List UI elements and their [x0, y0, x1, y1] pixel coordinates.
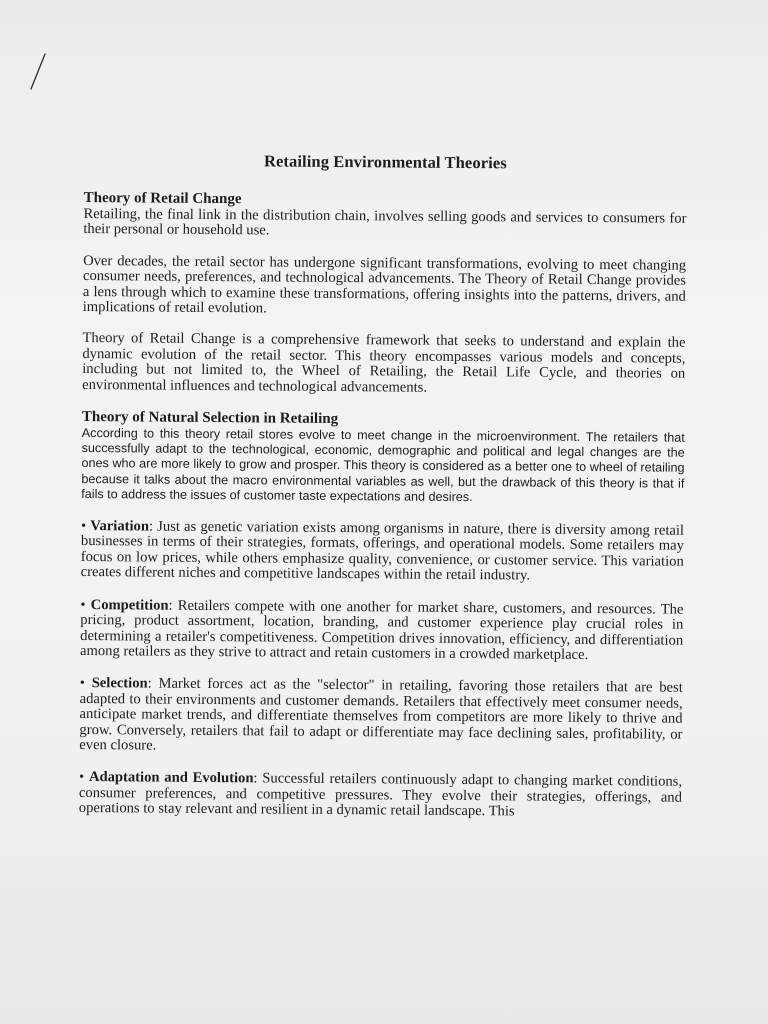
- bullet-term: Variation: [90, 518, 150, 535]
- bullet-variation: • Variation: Just as genetic variation exists among organisms in nature, there is diversity among retail businesses in terms of their strategies, formats, offerings, and operational models. Some retailers may focus on low prices, while others emphasize quality, convenience, or customer service. This variation creates different niches and competitive landscapes within the retail industry.: [80, 518, 685, 584]
- bullet-text: Market forces act as the "selector" in retailing, favoring those retailers that are best adapted to their environments and customer demands. Retailers that effectively meet consumer needs, anticipate market trends, and differentiate themselves from competitors are more likely to thrive and grow. Conversely, retailers that fail to adapt or differentiate may face declining sales, profitability, or even closure.: [79, 675, 683, 754]
- paragraph: Over decades, the retail sector has undergone significant transformations, evolving to meet changing consumer needs, preferences, and technological advancements. The Theory of Retail Change provides a lens through which to examine these transformations, offering insights into the patterns, drivers, and implications of retail evolution.: [82, 252, 687, 317]
- paragraph: According to this theory retail stores evolve to meet change in the microenvironment. The retailers that successfully adapt to the technological, economic, demographic and political and legal changes are the ones who are more likely to grow and prosper. This theory is considered as a better one to wheel of retailing because it talks about the macro environmental variables as well, but the drawback of this theory is that if fails to address the issues of customer taste expectations and desires.: [81, 426, 685, 504]
- bullet-text: Just as genetic variation exists among organisms in nature, there is diversity among retail businesses in terms of their strategies, formats, offerings, and operational models. Some retailers may focus on low prices, while others emphasize quality, convenience, or customer service. This variation creates different niches and competitive landscapes within the retail industry.: [80, 518, 685, 584]
- bullet-selection: • Selection: Market forces act as the "selector" in retailing, favoring those retailers that are best adapted to their environments and customer demands. Retailers that effectively meet consumer needs, anticipate market trends, and differentiate themselves from competitors are more likely to thrive and grow. Conversely, retailers that fail to adapt or differentiate may face declining sales, profitability, or even closure.: [79, 675, 683, 754]
- bullet-adaptation: • Adaptation and Evolution: Successful retailers continuously adapt to changing market conditions, consumer preferences, and competitive pressures. They evolve their strategies, offerings, and operations to stay relevant and resilient in a dynamic retail landscape. This: [78, 769, 683, 820]
- section-heading-natural-selection: Theory of Natural Selection in Retailing: [81, 409, 339, 428]
- bullet-term: Adaptation and Evolution: [88, 769, 254, 787]
- section-heading-retail-change: Theory of Retail Change: [83, 189, 242, 208]
- bullet-term: Selection: [91, 675, 148, 692]
- bullet-text: Retailers compete with one another for market share, customers, and resources. The pricing, product assortment, location, branding, and customer experience play crucial roles in determining a retailer's competitiveness. Competition drives innovation, efficiency, and differentiation among retailers as they strive to attract and retain customers in a crowded marketplace.: [80, 597, 684, 663]
- pen-stroke-mark: [28, 52, 48, 92]
- bullet-competition: • Competition: Retailers compete with one another for market share, customers, and resources. The pricing, product assortment, location, branding, and customer experience play crucial roles in determining a retailer's competitiveness. Competition drives innovation, efficiency, and differentiation among retailers as they strive to attract and retain customers in a crowded marketplace.: [80, 596, 684, 663]
- document-title: Retailing Environmental Theories: [263, 151, 507, 173]
- bullet-text: Successful retailers continuously adapt to changing market conditions, consumer preferences, and competitive pressures. They evolve their strategies, offerings, and operations to stay relevant and resilient in a dynamic retail landscape. This: [78, 770, 683, 820]
- paragraph: Theory of Retail Change is a comprehensive framework that seeks to understand and explain the dynamic evolution of the retail sector. This theory encompasses various models and concepts, including but not limited to, the Wheel of Retailing, the Retail Life Cycle, and theories on environmental influences and technological advancements.: [82, 330, 686, 396]
- document-body: [79, 150, 687, 821]
- bullet-term: Competition: [90, 596, 169, 614]
- paragraph: Retailing, the final link in the distribution chain, involves selling goods and services to consumers for their personal or household use.: [83, 205, 687, 239]
